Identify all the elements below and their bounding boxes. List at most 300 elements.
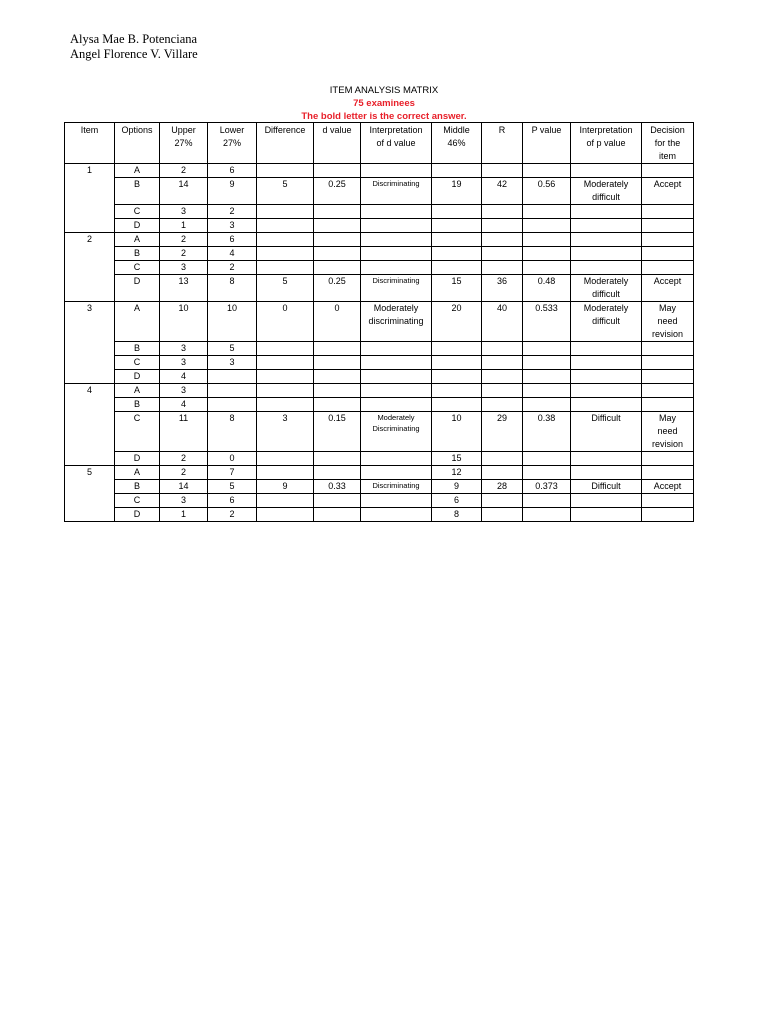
interpretation-p xyxy=(571,480,642,494)
option-letter: D xyxy=(115,452,160,466)
option-letter: D xyxy=(115,508,160,522)
r-value xyxy=(482,370,523,384)
decision xyxy=(642,356,694,370)
interpretation-p xyxy=(571,356,642,370)
header-line: d value xyxy=(322,125,352,135)
table-row xyxy=(65,452,694,466)
lower-value: 5 xyxy=(208,480,257,494)
d-value xyxy=(314,247,361,261)
decision-line: Accept xyxy=(653,481,682,491)
decision xyxy=(642,233,694,247)
decision-line: need xyxy=(657,316,678,326)
interpretation-p xyxy=(571,219,642,233)
header-line: for the xyxy=(654,138,681,148)
header-line: 46% xyxy=(447,138,466,148)
header-line: Interpretation xyxy=(579,125,633,135)
p-value: 0.38 xyxy=(523,412,571,452)
header-line: R xyxy=(498,125,506,135)
r-value xyxy=(482,342,523,356)
difference-value xyxy=(257,356,314,370)
table-row xyxy=(65,302,694,342)
lower-value: 2 xyxy=(208,508,257,522)
lower-value: 4 xyxy=(208,247,257,261)
p-value xyxy=(523,219,571,233)
header-interpretation-d xyxy=(361,123,432,164)
d-value: 0.25 xyxy=(314,275,361,302)
header-line: Decision xyxy=(650,125,685,135)
decision xyxy=(642,370,694,384)
middle-value: 19 xyxy=(432,178,482,205)
r-value xyxy=(482,247,523,261)
table-row xyxy=(65,205,694,219)
table-row xyxy=(65,508,694,522)
middle-value xyxy=(432,384,482,398)
difference-value: 5 xyxy=(257,275,314,302)
table-row xyxy=(65,412,694,452)
p-value: 0.48 xyxy=(523,275,571,302)
difference-value xyxy=(257,342,314,356)
interpretation-d xyxy=(361,494,432,508)
r-value: 36 xyxy=(482,275,523,302)
d-value xyxy=(314,398,361,412)
middle-value: 15 xyxy=(432,275,482,302)
interpretation-p-line: Moderately xyxy=(583,276,629,286)
decision-line: need xyxy=(657,426,678,436)
header-line: 27% xyxy=(174,138,193,148)
header-line: Options xyxy=(121,125,153,135)
option-letter: B xyxy=(115,178,160,205)
header-row xyxy=(65,123,694,164)
interpretation-d: Discriminating xyxy=(361,275,432,302)
decision xyxy=(642,384,694,398)
interpretation-d: Moderately discriminating xyxy=(361,302,432,342)
table-row xyxy=(65,384,694,398)
option-letter: A xyxy=(115,233,160,247)
difference-value xyxy=(257,452,314,466)
option-letter: D xyxy=(115,275,160,302)
header-line: Middle xyxy=(443,125,470,135)
lower-value: 9 xyxy=(208,178,257,205)
header-line: of d value xyxy=(376,138,416,148)
middle-value xyxy=(432,205,482,219)
upper-value: 2 xyxy=(160,466,208,480)
interpretation-p xyxy=(571,261,642,275)
item-number: 3 xyxy=(65,302,115,384)
table-row xyxy=(65,219,694,233)
d-value xyxy=(314,205,361,219)
d-value xyxy=(314,494,361,508)
p-value: 0.56 xyxy=(523,178,571,205)
d-value xyxy=(314,508,361,522)
option-letter: A xyxy=(115,384,160,398)
table-row xyxy=(65,356,694,370)
header-line: Interpretation xyxy=(369,125,423,135)
header-d-value xyxy=(314,123,361,164)
r-value: 29 xyxy=(482,412,523,452)
interpretation-p xyxy=(571,233,642,247)
interpretation-d xyxy=(361,233,432,247)
interpretation-d: Discriminating xyxy=(361,178,432,205)
p-value: 0.373 xyxy=(523,480,571,494)
p-value xyxy=(523,384,571,398)
decision-line: Accept xyxy=(653,179,682,189)
decision-line: Accept xyxy=(653,276,682,286)
interpretation-d xyxy=(361,261,432,275)
interpretation-d xyxy=(361,452,432,466)
interpretation-d xyxy=(361,164,432,178)
header-line: Item xyxy=(80,125,99,135)
decision xyxy=(642,508,694,522)
middle-value: 6 xyxy=(432,494,482,508)
answer-note: The bold letter is the correct answer. xyxy=(301,111,467,122)
middle-value xyxy=(432,261,482,275)
d-value xyxy=(314,261,361,275)
interpretation-p xyxy=(571,452,642,466)
r-value xyxy=(482,398,523,412)
interpretation-p-line: difficult xyxy=(592,192,620,202)
option-letter: B xyxy=(115,342,160,356)
lower-value: 6 xyxy=(208,233,257,247)
upper-value: 2 xyxy=(160,452,208,466)
difference-value xyxy=(257,508,314,522)
d-value xyxy=(314,342,361,356)
p-value xyxy=(523,370,571,384)
option-letter: C xyxy=(115,494,160,508)
interpretation-d xyxy=(361,219,432,233)
decision xyxy=(642,494,694,508)
d-value xyxy=(314,356,361,370)
difference-value xyxy=(257,247,314,261)
upper-value: 11 xyxy=(160,412,208,452)
interpretation-p xyxy=(571,398,642,412)
header-p-value xyxy=(523,123,571,164)
table-row xyxy=(65,494,694,508)
p-value xyxy=(523,466,571,480)
decision-line: revision xyxy=(651,439,683,449)
table-row xyxy=(65,342,694,356)
lower-value: 8 xyxy=(208,275,257,302)
option-letter: B xyxy=(115,398,160,412)
interpretation-d xyxy=(361,356,432,370)
option-letter: C xyxy=(115,356,160,370)
r-value: 40 xyxy=(482,302,523,342)
lower-value: 3 xyxy=(208,356,257,370)
decision xyxy=(642,466,694,480)
middle-value: 8 xyxy=(432,508,482,522)
decision xyxy=(642,452,694,466)
interpretation-p xyxy=(571,247,642,261)
option-letter: A xyxy=(115,164,160,178)
header-difference xyxy=(257,123,314,164)
item-number: 1 xyxy=(65,164,115,233)
r-value xyxy=(482,164,523,178)
interpretation-p xyxy=(571,342,642,356)
middle-value: 15 xyxy=(432,452,482,466)
option-letter: D xyxy=(115,219,160,233)
table-row xyxy=(65,247,694,261)
option-letter: B xyxy=(115,247,160,261)
r-value xyxy=(482,219,523,233)
interpretation-p xyxy=(571,302,642,342)
upper-value: 1 xyxy=(160,219,208,233)
upper-value: 1 xyxy=(160,508,208,522)
d-value: 0.15 xyxy=(314,412,361,452)
decision xyxy=(642,412,694,452)
difference-value: 3 xyxy=(257,412,314,452)
header-line: 27% xyxy=(222,138,241,148)
difference-value xyxy=(257,261,314,275)
p-value xyxy=(523,247,571,261)
difference-value xyxy=(257,164,314,178)
lower-value xyxy=(208,384,257,398)
table-body xyxy=(65,164,694,522)
r-value xyxy=(482,261,523,275)
upper-value: 2 xyxy=(160,164,208,178)
item-analysis-table xyxy=(64,122,694,522)
table-row xyxy=(65,275,694,302)
middle-value xyxy=(432,356,482,370)
upper-value: 3 xyxy=(160,205,208,219)
header-item xyxy=(65,123,115,164)
difference-value xyxy=(257,233,314,247)
table-row xyxy=(65,233,694,247)
interpretation-p-line: Difficult xyxy=(591,413,621,423)
interpretation-d xyxy=(361,466,432,480)
interpretation-p xyxy=(571,164,642,178)
upper-value: 10 xyxy=(160,302,208,342)
interpretation-d xyxy=(361,247,432,261)
middle-value: 10 xyxy=(432,412,482,452)
middle-value xyxy=(432,219,482,233)
decision xyxy=(642,398,694,412)
interpretation-d: Moderately Discriminating xyxy=(361,412,432,452)
decision xyxy=(642,164,694,178)
header-interpretation-p xyxy=(571,123,642,164)
table-row xyxy=(65,398,694,412)
header-line: Upper xyxy=(171,125,196,135)
middle-value xyxy=(432,164,482,178)
difference-value xyxy=(257,494,314,508)
r-value xyxy=(482,205,523,219)
header-lower-27 xyxy=(208,123,257,164)
decision xyxy=(642,219,694,233)
r-value xyxy=(482,384,523,398)
interpretation-p-line: Moderately xyxy=(583,179,629,189)
interpretation-p xyxy=(571,384,642,398)
interpretation-p xyxy=(571,275,642,302)
upper-value: 2 xyxy=(160,233,208,247)
lower-value: 2 xyxy=(208,261,257,275)
header-line: P value xyxy=(531,125,562,135)
interpretation-p-line: Difficult xyxy=(591,481,621,491)
interpretation-p xyxy=(571,466,642,480)
d-value: 0 xyxy=(314,302,361,342)
interpretation-d xyxy=(361,508,432,522)
lower-value: 0 xyxy=(208,452,257,466)
middle-value: 20 xyxy=(432,302,482,342)
d-value: 0.33 xyxy=(314,480,361,494)
decision-line: May xyxy=(658,413,676,423)
d-value xyxy=(314,466,361,480)
table-row xyxy=(65,370,694,384)
p-value xyxy=(523,398,571,412)
interpretation-p-line: difficult xyxy=(592,316,620,326)
upper-value: 2 xyxy=(160,247,208,261)
decision xyxy=(642,342,694,356)
header-line: item xyxy=(658,151,676,161)
lower-value: 6 xyxy=(208,164,257,178)
p-value xyxy=(523,494,571,508)
r-value xyxy=(482,494,523,508)
r-value xyxy=(482,508,523,522)
decision xyxy=(642,178,694,205)
decision xyxy=(642,261,694,275)
lower-value: 5 xyxy=(208,342,257,356)
decision-line: May xyxy=(658,303,676,313)
middle-value: 9 xyxy=(432,480,482,494)
difference-value: 5 xyxy=(257,178,314,205)
lower-value xyxy=(208,398,257,412)
interpretation-p xyxy=(571,205,642,219)
option-letter: A xyxy=(115,466,160,480)
header-line: Difference xyxy=(264,125,306,135)
decision xyxy=(642,302,694,342)
interpretation-d xyxy=(361,398,432,412)
difference-value xyxy=(257,398,314,412)
upper-value: 3 xyxy=(160,342,208,356)
option-letter: C xyxy=(115,261,160,275)
interpretation-p-line: difficult xyxy=(592,289,620,299)
r-value xyxy=(482,466,523,480)
p-value xyxy=(523,205,571,219)
header-r xyxy=(482,123,523,164)
decision xyxy=(642,247,694,261)
header-line: Lower xyxy=(219,125,245,135)
middle-value xyxy=(432,233,482,247)
lower-value: 6 xyxy=(208,494,257,508)
middle-value xyxy=(432,247,482,261)
document-title: ITEM ANALYSIS MATRIX xyxy=(329,85,439,96)
author-name: Angel Florence V. Villare xyxy=(70,47,198,61)
r-value xyxy=(482,356,523,370)
difference-value xyxy=(257,205,314,219)
upper-value: 13 xyxy=(160,275,208,302)
option-letter: B xyxy=(115,480,160,494)
option-letter: C xyxy=(115,205,160,219)
author-name: Alysa Mae B. Potenciana xyxy=(70,32,198,46)
difference-value xyxy=(257,219,314,233)
p-value xyxy=(523,233,571,247)
interpretation-p xyxy=(571,370,642,384)
upper-value: 14 xyxy=(160,480,208,494)
item-number: 2 xyxy=(65,233,115,302)
decision xyxy=(642,480,694,494)
middle-value xyxy=(432,342,482,356)
p-value xyxy=(523,164,571,178)
upper-value: 14 xyxy=(160,178,208,205)
interpretation-d xyxy=(361,342,432,356)
decision xyxy=(642,205,694,219)
r-value: 42 xyxy=(482,178,523,205)
header-middle-46 xyxy=(432,123,482,164)
difference-value xyxy=(257,370,314,384)
upper-value: 3 xyxy=(160,494,208,508)
d-value xyxy=(314,452,361,466)
p-value xyxy=(523,261,571,275)
lower-value: 8 xyxy=(208,412,257,452)
header-decision xyxy=(642,123,694,164)
d-value xyxy=(314,219,361,233)
item-number: 5 xyxy=(65,466,115,522)
r-value xyxy=(482,233,523,247)
upper-value: 4 xyxy=(160,370,208,384)
option-letter: C xyxy=(115,412,160,452)
difference-value: 0 xyxy=(257,302,314,342)
interpretation-d: Discriminating xyxy=(361,480,432,494)
r-value xyxy=(482,452,523,466)
header-upper-27 xyxy=(160,123,208,164)
title-block xyxy=(0,84,768,123)
difference-value xyxy=(257,384,314,398)
lower-value: 3 xyxy=(208,219,257,233)
r-value: 28 xyxy=(482,480,523,494)
interpretation-d xyxy=(361,205,432,219)
upper-value: 3 xyxy=(160,384,208,398)
lower-value: 10 xyxy=(208,302,257,342)
examinee-count: 75 examinees xyxy=(353,98,415,109)
authors-block xyxy=(70,32,198,62)
interpretation-d xyxy=(361,384,432,398)
item-number: 4 xyxy=(65,384,115,466)
decision-line: revision xyxy=(651,329,683,339)
middle-value xyxy=(432,398,482,412)
interpretation-p xyxy=(571,508,642,522)
header-line: of p value xyxy=(586,138,626,148)
p-value xyxy=(523,356,571,370)
table-row xyxy=(65,466,694,480)
upper-value: 3 xyxy=(160,261,208,275)
middle-value xyxy=(432,370,482,384)
option-letter: D xyxy=(115,370,160,384)
d-value: 0.25 xyxy=(314,178,361,205)
difference-value xyxy=(257,466,314,480)
lower-value: 7 xyxy=(208,466,257,480)
lower-value xyxy=(208,370,257,384)
lower-value: 2 xyxy=(208,205,257,219)
interpretation-p xyxy=(571,412,642,452)
table-row xyxy=(65,480,694,494)
table-row xyxy=(65,178,694,205)
p-value xyxy=(523,342,571,356)
p-value xyxy=(523,452,571,466)
upper-value: 4 xyxy=(160,398,208,412)
table-row xyxy=(65,164,694,178)
p-value xyxy=(523,508,571,522)
d-value xyxy=(314,233,361,247)
table-row xyxy=(65,261,694,275)
header-options xyxy=(115,123,160,164)
p-value: 0.533 xyxy=(523,302,571,342)
interpretation-p xyxy=(571,494,642,508)
difference-value: 9 xyxy=(257,480,314,494)
interpretation-p xyxy=(571,178,642,205)
interpretation-p-line: Moderately xyxy=(583,303,629,313)
interpretation-d xyxy=(361,370,432,384)
middle-value: 12 xyxy=(432,466,482,480)
upper-value: 3 xyxy=(160,356,208,370)
d-value xyxy=(314,370,361,384)
option-letter: A xyxy=(115,302,160,342)
